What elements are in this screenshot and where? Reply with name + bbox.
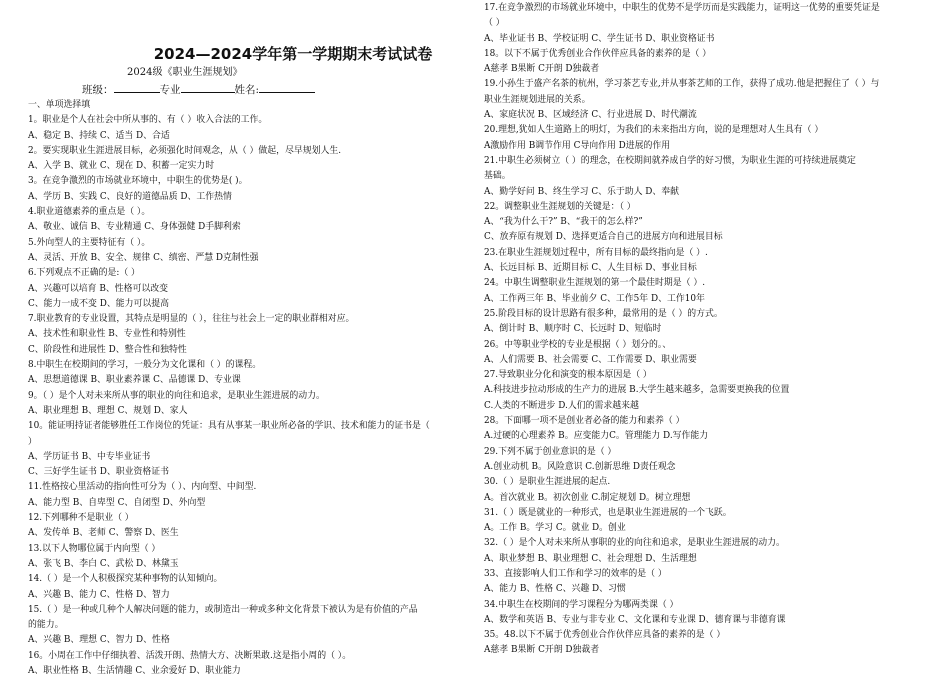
question-line: 19.小孙生于盛产名茶的杭州，学习茶艺专业,并从事茶艺师的工作，获得了成功.他是把握住了（ ）与 bbox=[484, 79, 880, 90]
major-blank bbox=[181, 81, 235, 93]
student-info-line bbox=[28, 81, 468, 98]
question-line: 职业生涯规划进展的关系。 bbox=[484, 94, 591, 105]
question-line: 30.（ ）是职业生涯进展的起点. bbox=[484, 477, 611, 488]
question-line: A.科技进步拉动形成的生产力的进展 B.大学生越来越多，急需要更换我的位置 bbox=[484, 385, 790, 396]
question-line: A.创业动机 B。风险意识 C.创新思维 D责任观念 bbox=[484, 461, 676, 472]
question-line: 5.外向型人的主要特征有（ ）。 bbox=[28, 237, 151, 248]
question-line: 13.以下人物哪位属于内向型（ ） bbox=[28, 543, 161, 554]
question-line: 4.职业道德素养的重点是（ ）。 bbox=[28, 207, 151, 218]
right-column bbox=[484, 0, 934, 659]
question-line: A、家庭状况 B、区域经济 C、行业进展 D、时代潮流 bbox=[484, 110, 697, 121]
question-line: C.人类的不断进步 D.人们的需求越来越 bbox=[484, 400, 639, 411]
question-line: 的能力。 bbox=[28, 620, 64, 631]
question-line: 6.下列观点不正确的是:（ ） bbox=[28, 268, 140, 279]
question-line: C、阶段性和进展性 D、整合性和独特性 bbox=[28, 344, 187, 355]
question-line: A。首次就业 B。初次创业 C.制定规划 D。树立理想 bbox=[484, 492, 691, 503]
question-line: 3。在竞争激烈的市场就业环境中，中职生的优势是( )。 bbox=[28, 176, 248, 187]
question-line: 10。能证明持证者能够胜任工作岗位的凭证：具有从事某一职业所必备的学识、技术和能力的证书是（ bbox=[28, 421, 430, 432]
question-line: 20.理想,犹如人生道路上的明灯，为我们的未来指出方向，说的是理想对人生具有（ ） bbox=[484, 125, 824, 136]
question-line: 18。以下不属于优秀创业合作伙伴应具备的素养的是（ ） bbox=[484, 48, 712, 59]
major-label: 专业 bbox=[159, 84, 181, 96]
question-line: 15.（ ）是一种或几种个人解决问题的能力，或制造出一种或多种文化背景下被认为是有价值的产品 bbox=[28, 604, 418, 615]
question-line: A、“我为什么干?” B、“我干的怎么样?” bbox=[484, 217, 643, 228]
question-line: 28。下面哪一项不是创业者必备的能力和素养（ ） bbox=[484, 416, 685, 427]
question-line: 29.下列不属于创业意识的是（ ） bbox=[484, 446, 617, 457]
question-line: A、兴趣可以培育 B、性格可以改变 bbox=[28, 283, 169, 294]
question-line: 25.阶段目标的设计思路有很多种，最常用的是（ ）的方式。 bbox=[484, 308, 723, 319]
question-line: A、兴趣 B、理想 C、智力 D、性格 bbox=[28, 635, 170, 646]
question-line: A、工作两三年 B、毕业前夕 C、工作5年 D、工作10年 bbox=[484, 293, 705, 304]
question-line: 33、直接影响人们工作和学习的效率的是（ ） bbox=[484, 568, 667, 579]
question-line: 9。（ ）是个人对未来所从事的职业的向往和追求，是职业生涯进展的动力。 bbox=[28, 390, 325, 401]
question-line: A.过硬的心理素养 B。应变能力C。管理能力 D.写作能力 bbox=[484, 431, 709, 442]
class-blank bbox=[114, 81, 160, 93]
question-line: 12.下列哪种不是职业（ ） bbox=[28, 513, 134, 524]
question-line: A、稳定 B、持续 C、适当 D、合适 bbox=[28, 130, 170, 141]
question-line: A慈孝 B果断 C开朗 D独裁者 bbox=[484, 64, 600, 75]
question-line: A、入学 B、就业 C、现在 D、积蓄一定实力时 bbox=[28, 161, 215, 172]
question-line: 24。中职生调整职业生涯规划的第一个最佳时期是（ ）. bbox=[484, 278, 706, 289]
question-line: A、张飞 B、李白 C、武松 D、林黛玉 bbox=[28, 558, 179, 569]
question-line: 27.导致职业分化和演变的根本原因是（ ） bbox=[484, 370, 652, 381]
question-line: A、长远目标 B、近期目标 C、人生目标 D、事业目标 bbox=[484, 263, 697, 274]
question-line: C、放弃原有规划 D、选择更适合自己的进展方向和进展目标 bbox=[484, 232, 723, 243]
question-line: A、兴趣 B、能力 C、性格 D、智力 bbox=[28, 589, 170, 600]
question-line: 34.中职生在校期间的学习课程分为哪两类课（ ） bbox=[484, 599, 679, 610]
question-line: 8.中职生在校期间的学习，一般分为文化课和（ ）的课程。 bbox=[28, 360, 262, 371]
question-line: 17.在竞争激烈的市场就业环境中，中职生的优势不是学历而是实践能力，证明这一优势的重要凭证是 bbox=[484, 3, 880, 13]
right-question-list bbox=[484, 1, 934, 659]
left-column bbox=[28, 0, 468, 679]
question-line: A、灵活、开放 B、安全、规律 C、缜密、严慧 D克制性强 bbox=[28, 252, 259, 263]
name-blank bbox=[259, 81, 315, 93]
question-line: A、技术性和职业性 B、专业性和特别性 bbox=[28, 329, 186, 340]
question-line: A、能力 B、性格 C、兴趣 D、习惯 bbox=[484, 584, 626, 595]
question-line: 14.（ ）是一个人积极探究某种事物的认知倾向。 bbox=[28, 574, 223, 585]
class-label: 班级： bbox=[82, 84, 114, 96]
question-line: 31.（ ）既是就业的一种形式，也是职业生涯进展的一个飞跃。 bbox=[484, 507, 732, 518]
question-line: A、人们需要 B、社会需要 C、工作需要 D、职业需要 bbox=[484, 354, 697, 365]
question-line: A。工作 B。学习 C。就业 D。创业 bbox=[484, 523, 626, 534]
question-line: 11.性格按心里活动的指向性可分为（ ）、内向型、中间型. bbox=[28, 482, 257, 493]
question-line: A激励作用 B调节作用 C导向作用 D进展的作用 bbox=[484, 140, 671, 151]
question-line: 21.中职生必须树立（ ）的理念，在校期间就养成自学的好习惯，为职业生涯的可持续进展奠定 bbox=[484, 155, 856, 166]
question-line: A慈孝 B果断 C开朗 D独裁者 bbox=[484, 645, 600, 656]
question-line: C、三好学生证书 D、职业资格证书 bbox=[28, 467, 169, 478]
question-line: A、数学和英语 B、专业与非专业 C、文化课和专业课 D、德育课与非德育课 bbox=[484, 614, 786, 625]
question-line: A、学历证书 B、中专毕业证书 bbox=[28, 451, 151, 462]
question-line: 23.在职业生涯规划过程中，所有目标的最终指向是（ ）. bbox=[484, 247, 708, 258]
question-line: 26。中等职业学校的专业是根据（ ）划分的。、 bbox=[484, 339, 672, 350]
name-label: 姓名: bbox=[234, 84, 260, 96]
question-line: A、学历 B、实践 C、良好的道德品质 D、工作热情 bbox=[28, 191, 232, 202]
exam-subtitle: 2024级《职业生涯规划》 bbox=[127, 67, 243, 78]
question-line: ） bbox=[28, 436, 37, 447]
question-line: A、能力型 B、自卑型 C、自闭型 D、外向型 bbox=[28, 497, 206, 508]
question-line: 22。调整职业生涯规划的关键是：（ ） bbox=[484, 201, 636, 212]
question-line: A、思想道德课 B、职业素养课 C、品德课 D、专业课 bbox=[28, 375, 241, 386]
question-line: A、勤学好问 B、终生学习 C、乐于助人 D、奉献 bbox=[484, 186, 680, 197]
question-line: 7.职业教育的专业设置，其特点是明显的（ ），往往与社会上一定的职业群相对应。 bbox=[28, 314, 355, 325]
question-line: A、毕业证书 B、学校证明 C、学生证书 D、职业资格证书 bbox=[484, 33, 715, 44]
question-line: A、职业梦想 B、职业理想 C、社会理想 D、生活理想 bbox=[484, 553, 697, 564]
question-line: 2。要实现职业生涯进展目标，必须强化时间观念，从（ ）做起，尽早规划人生. bbox=[28, 145, 342, 156]
question-line: 一、单项选择填 bbox=[28, 100, 91, 110]
question-line: A、发传单 B、老师 C、警察 D、医生 bbox=[28, 528, 179, 539]
question-line: C、能力一成不变 D、能力可以提高 bbox=[28, 298, 169, 309]
question-line: A、职业理想 B、理想 C、规划 D、家人 bbox=[28, 405, 188, 416]
question-line: （ ） bbox=[484, 18, 505, 29]
question-line: A、职业性格 B、生活情趣 C、业余爱好 D、职业能力 bbox=[28, 665, 241, 676]
question-line: 35。48.以下不属于优秀创业合作伙伴应具备的素养的是（ ） bbox=[484, 630, 726, 641]
left-question-list bbox=[28, 98, 468, 679]
question-line: 基础。 bbox=[484, 171, 511, 182]
exam-title: 2024—2024学年第一学期期末考试试卷 bbox=[153, 45, 433, 63]
question-line: A、敬业、诚信 B、专业精通 C、身体强健 D手脚利索 bbox=[28, 222, 241, 233]
question-line: 1。职业是个人在社会中所从事的、有（ ）收入合法的工作。 bbox=[28, 115, 268, 126]
question-line: 16。小周在工作中仔细执着、活泼开朗、热情大方、决断果敢.这是指小周的（ ）。 bbox=[28, 650, 352, 661]
question-line: 32.（ ）是个人对未来所从事职的业的向往和追求，是职业生涯进展的动力。 bbox=[484, 538, 785, 549]
question-line: A、倒计时 B、顺序时 C、长远时 D、短临时 bbox=[484, 324, 662, 335]
